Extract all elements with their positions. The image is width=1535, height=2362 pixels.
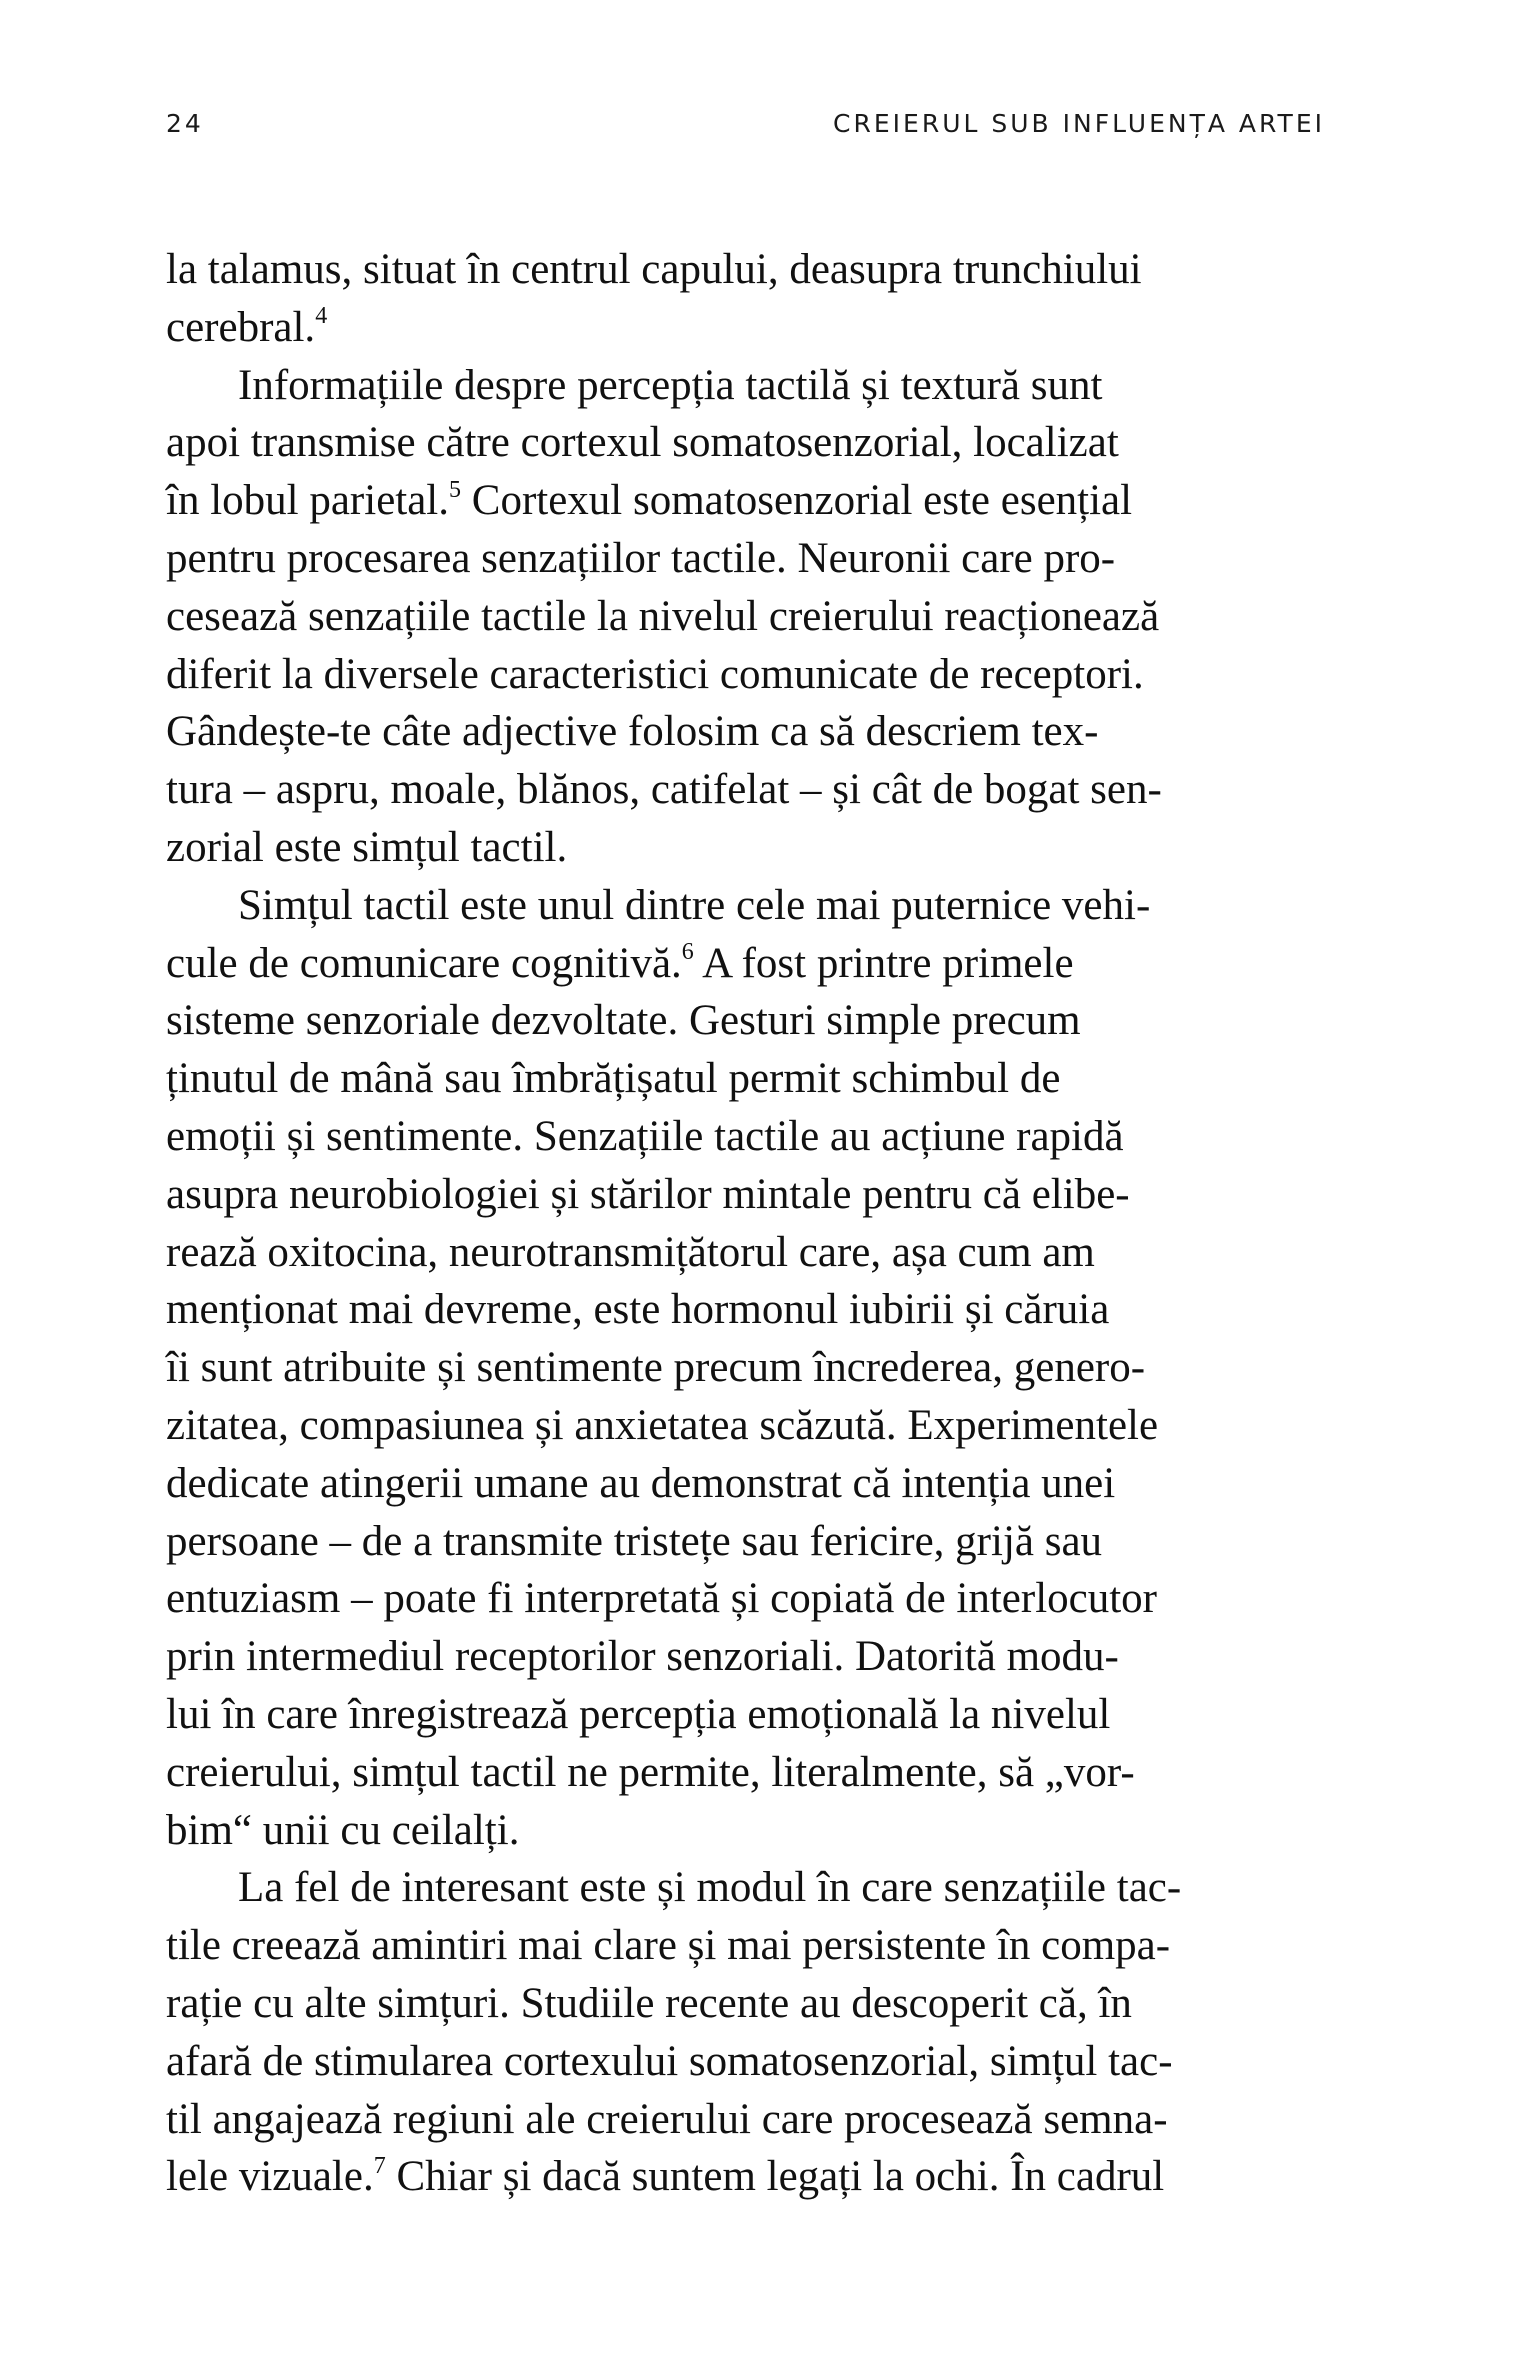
body-text bbox=[166, 241, 1322, 2206]
line-text: cerebral. bbox=[166, 303, 316, 351]
paragraph bbox=[166, 357, 1322, 877]
paragraph bbox=[166, 877, 1322, 1860]
footnote-ref[interactable]: 6 bbox=[681, 939, 694, 966]
text-line bbox=[166, 935, 1322, 993]
paragraph bbox=[166, 1859, 1322, 2206]
line-text: A fost printre primele bbox=[693, 939, 1074, 987]
line-text: Cortexul somatosenzorial este esențial bbox=[461, 477, 1133, 525]
text-line: sisteme senzoriale dezvoltate. Gesturi simple precum bbox=[166, 997, 1081, 1045]
text-line: cesează senzațiile tactile la nivelul creierului reacționează bbox=[166, 592, 1160, 640]
text-line: persoane – de a transmite tristețe sau fericire, grijă sau bbox=[166, 1517, 1103, 1565]
text-line: zorial este simțul tactil. bbox=[166, 823, 568, 871]
running-title: CREIERUL SUB INFLUENȚA ARTEI bbox=[833, 109, 1325, 138]
text-line bbox=[166, 299, 1322, 357]
text-line: creierului, simțul tactil ne permite, literalmente, să „vor- bbox=[166, 1748, 1135, 1796]
text-line: rație cu alte simțuri. Studiile recente au descoperit că, în bbox=[166, 1979, 1132, 2027]
text-line: zitatea, compasiunea și anxietatea scăzută. Experimentele bbox=[166, 1401, 1159, 1449]
text-line: rează oxitocina, neurotransmițătorul care, așa cum am bbox=[166, 1228, 1095, 1276]
text-line: emoții și sentimente. Senzațiile tactile au acțiune rapidă bbox=[166, 1112, 1124, 1160]
text-line: ținutul de mână sau îmbrățișatul permit schimbul de bbox=[166, 1055, 1061, 1103]
text-line: tura – aspru, moale, blănos, catifelat – și cât de bogat sen- bbox=[166, 766, 1162, 814]
text-line: afară de stimularea cortexului somatosenzorial, simțul tac- bbox=[166, 2037, 1173, 2085]
line-text: Chiar și dacă suntem legați la ochi. În cadrul bbox=[385, 2153, 1165, 2201]
text-line: bim“ unii cu ceilalți. bbox=[166, 1806, 520, 1854]
text-line: menționat mai devreme, este hormonul iubirii și căruia bbox=[166, 1286, 1110, 1334]
text-line: asupra neurobiologiei și stărilor mintale pentru că elibe- bbox=[166, 1170, 1130, 1218]
text-line: prin intermediul receptorilor senzoriali. Datorită modu- bbox=[166, 1633, 1119, 1681]
text-line: entuziasm – poate fi interpretată și copiată de interlocutor bbox=[166, 1575, 1157, 1623]
text-line: pentru procesarea senzațiilor tactile. Neuronii care pro- bbox=[166, 534, 1116, 582]
text-line: diferit la diversele caracteristici comunicate de receptori. bbox=[166, 650, 1144, 698]
text-line: apoi transmise către cortexul somatosenzorial, localizat bbox=[166, 419, 1119, 467]
text-line: îi sunt atribuite și sentimente precum încrederea, genero- bbox=[166, 1344, 1146, 1392]
line-text: cule de comunicare cognitivă. bbox=[166, 939, 682, 987]
text-line: Gândește-te câte adjective folosim ca să descriem tex- bbox=[166, 708, 1099, 756]
line-text: în lobul parietal. bbox=[166, 477, 450, 525]
text-line: til angajează regiuni ale creierului care procesează semna- bbox=[166, 2095, 1168, 2143]
text-line bbox=[166, 2148, 1322, 2206]
running-header bbox=[166, 104, 1325, 144]
text-line: la talamus, situat în centrul capului, deasupra trunchiului bbox=[166, 246, 1142, 293]
paragraph bbox=[166, 241, 1322, 357]
text-line bbox=[166, 472, 1322, 530]
text-line: dedicate atingerii umane au demonstrat că intenția unei bbox=[166, 1459, 1116, 1507]
text-line: tile creează amintiri mai clare și mai persistente în compa- bbox=[166, 1922, 1171, 1970]
text-line: Simțul tactil este unul dintre cele mai puternice vehi- bbox=[238, 881, 1151, 929]
text-line: La fel de interesant este și modul în care senzațiile tac- bbox=[238, 1864, 1182, 1912]
footnote-ref[interactable]: 7 bbox=[373, 2152, 386, 2179]
footnote-ref[interactable]: 5 bbox=[449, 476, 462, 503]
footnote-ref[interactable]: 4 bbox=[315, 303, 328, 330]
page-number: 24 bbox=[166, 109, 204, 138]
text-line: Informațiile despre percepția tactilă și textură sunt bbox=[238, 361, 1103, 409]
line-text: lele vizuale. bbox=[166, 2153, 374, 2201]
text-line: lui în care înregistrează percepția emoțională la nivelul bbox=[166, 1690, 1111, 1738]
